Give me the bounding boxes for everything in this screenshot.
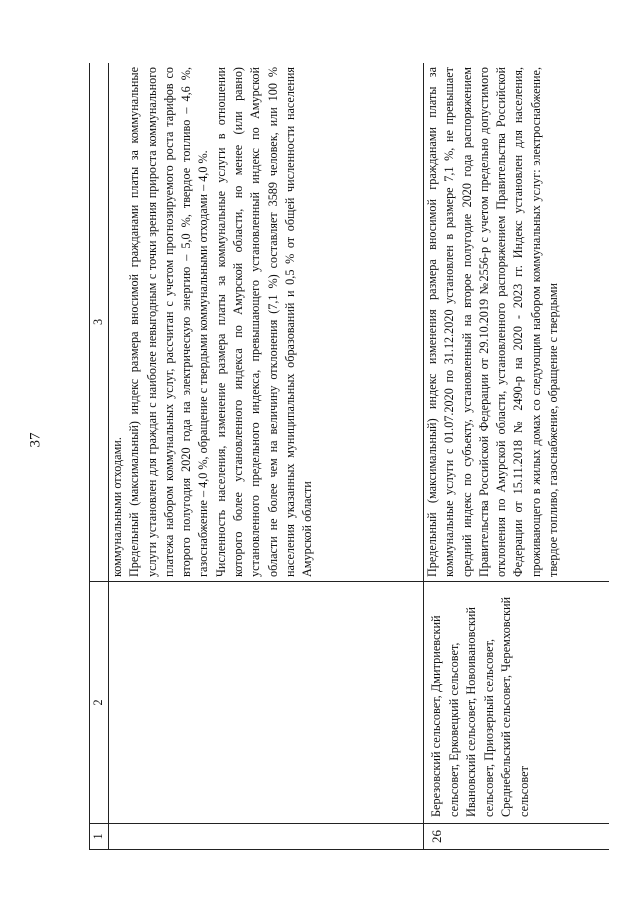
table-row (109, 63, 424, 850)
row-number-cell: 26 (424, 824, 610, 850)
description-paragraph: Предельный (максимальный) индекс размера вносимой гражданами платы за коммунальные услуги установлен для граждан с наиболее невыгодным с точки зрения прироста коммунального платежа набором коммунальных услуг, рассчитан с учетом прогнозируемого роста тарифов со второго полугодия 2020 года на электрическую энергию – 5,0 %, твердое топливо – 4,6 %, газоснабжение – 4,0 %, обращение с твердыми коммунальными отходами – 4,0 %. (127, 67, 211, 577)
row-number-cell (109, 824, 424, 850)
page-number: 37 (27, 432, 44, 448)
municipality-cell: Березовский сельсовет, Дмитриевский сельсовет, Ерковецкий сельсовет, Ивановский сельсовет, Новоивановский сельсовет, Приозерный сельсовет, Среднебельский сельсовет, Черемховский сельсовет (424, 582, 610, 824)
index-table (89, 63, 609, 850)
header-col-1: 1 (90, 824, 109, 850)
rotated-table (89, 63, 609, 850)
table-container (89, 63, 609, 850)
table-header-row (90, 63, 109, 850)
description-paragraph: коммунальными отходами. (110, 437, 124, 577)
header-col-2: 2 (90, 582, 109, 824)
header-col-3: 3 (90, 63, 109, 582)
description-cell (109, 63, 424, 582)
description-cell (424, 63, 610, 582)
municipality-cell (109, 582, 424, 824)
description-paragraph: Численность населения, изменение размера платы за коммунальные услуги в отношении которого более установленного индекса по Амурской области, но менее (или равно) установленного предельного индекса, превышающего установленный индекс по Амурской области не более чем на величину отклонения (7,1 %) составляет 3589 человек, или 100 % населения указанных муниципальных образований и 0,5 % от общей численности населения Амурской области (213, 67, 315, 577)
table-row (424, 63, 610, 850)
description-paragraph: Предельный (максимальный) индекс изменения размера вносимой гражданами платы за коммунальные услуги с 01.07.2020 по 31.12.2020 установлен в размере 7,1 %, не превышает средний индекс по субъекту, установленный на второе полугодие 2020 года распоряжением Правительства Российской Федерации от 29.10.2019 №2556-р с учетом предельно допустимого отклонения по Амурской области, установленного распоряжением Правительства Российской Федерации от 15.11.2018 № 2490-р на 2020 - 2023 гг. Индекс установлен для населения, проживающего в жилых домах со следующим набором коммунальных услуг: электроснабжение, твердое топливо, газоснабжение, обращение с твердыми (425, 67, 561, 577)
